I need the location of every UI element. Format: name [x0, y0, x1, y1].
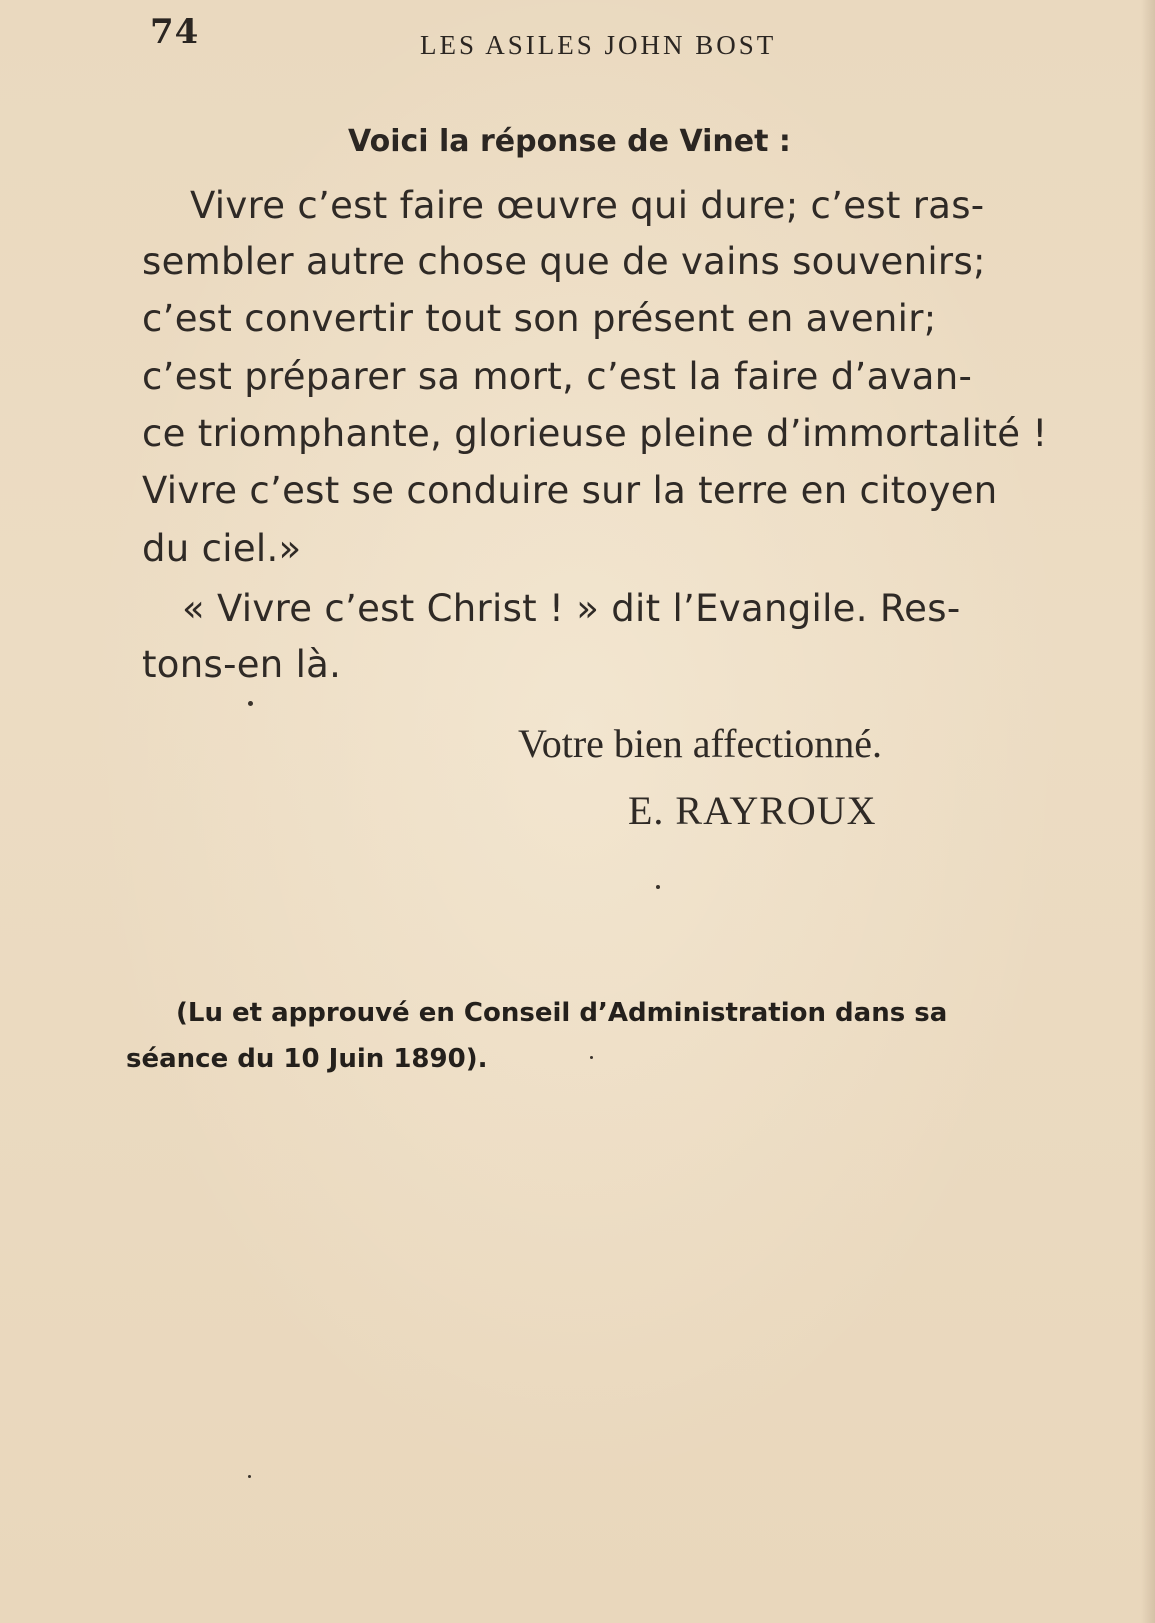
ink-speck	[656, 885, 660, 889]
ink-speck	[248, 1475, 251, 1478]
ink-speck	[590, 1056, 593, 1059]
closing-line: Votre bien affectionné.	[518, 721, 882, 766]
paragraph-line: du ciel.»	[142, 527, 302, 570]
paragraph-line: « Vivre c’est Christ ! » dit l’Evangile. Res-	[182, 587, 961, 630]
footnote-line: (Lu et approuvé en Conseil d’Administration dans sa	[176, 998, 948, 1028]
paragraph-line: c’est convertir tout son présent en avenir;	[142, 297, 937, 340]
page-edge-shadow	[1141, 0, 1155, 1623]
paragraph-line: ce triomphante, glorieuse pleine d’immortalité !	[142, 412, 1048, 455]
paragraph-line: Vivre c’est se conduire sur la terre en citoyen	[142, 469, 998, 512]
paragraph-line: sembler autre chose que de vains souvenirs;	[142, 240, 986, 283]
footnote-line: séance du 10 Juin 1890).	[126, 1044, 488, 1074]
paragraph-line: Vivre c’est faire œuvre qui dure; c’est ras-	[190, 184, 985, 227]
paragraph-line: c’est préparer sa mort, c’est la faire d’avan-	[142, 355, 973, 398]
paragraph-line: tons-en là.	[142, 643, 342, 686]
page-number: 74	[150, 12, 200, 52]
section-heading: Voici la réponse de Vinet :	[348, 124, 791, 159]
running-title: LES ASILES JOHN BOST	[420, 30, 777, 60]
ink-speck	[248, 701, 253, 706]
signature: E. RAYROUX	[628, 788, 877, 833]
